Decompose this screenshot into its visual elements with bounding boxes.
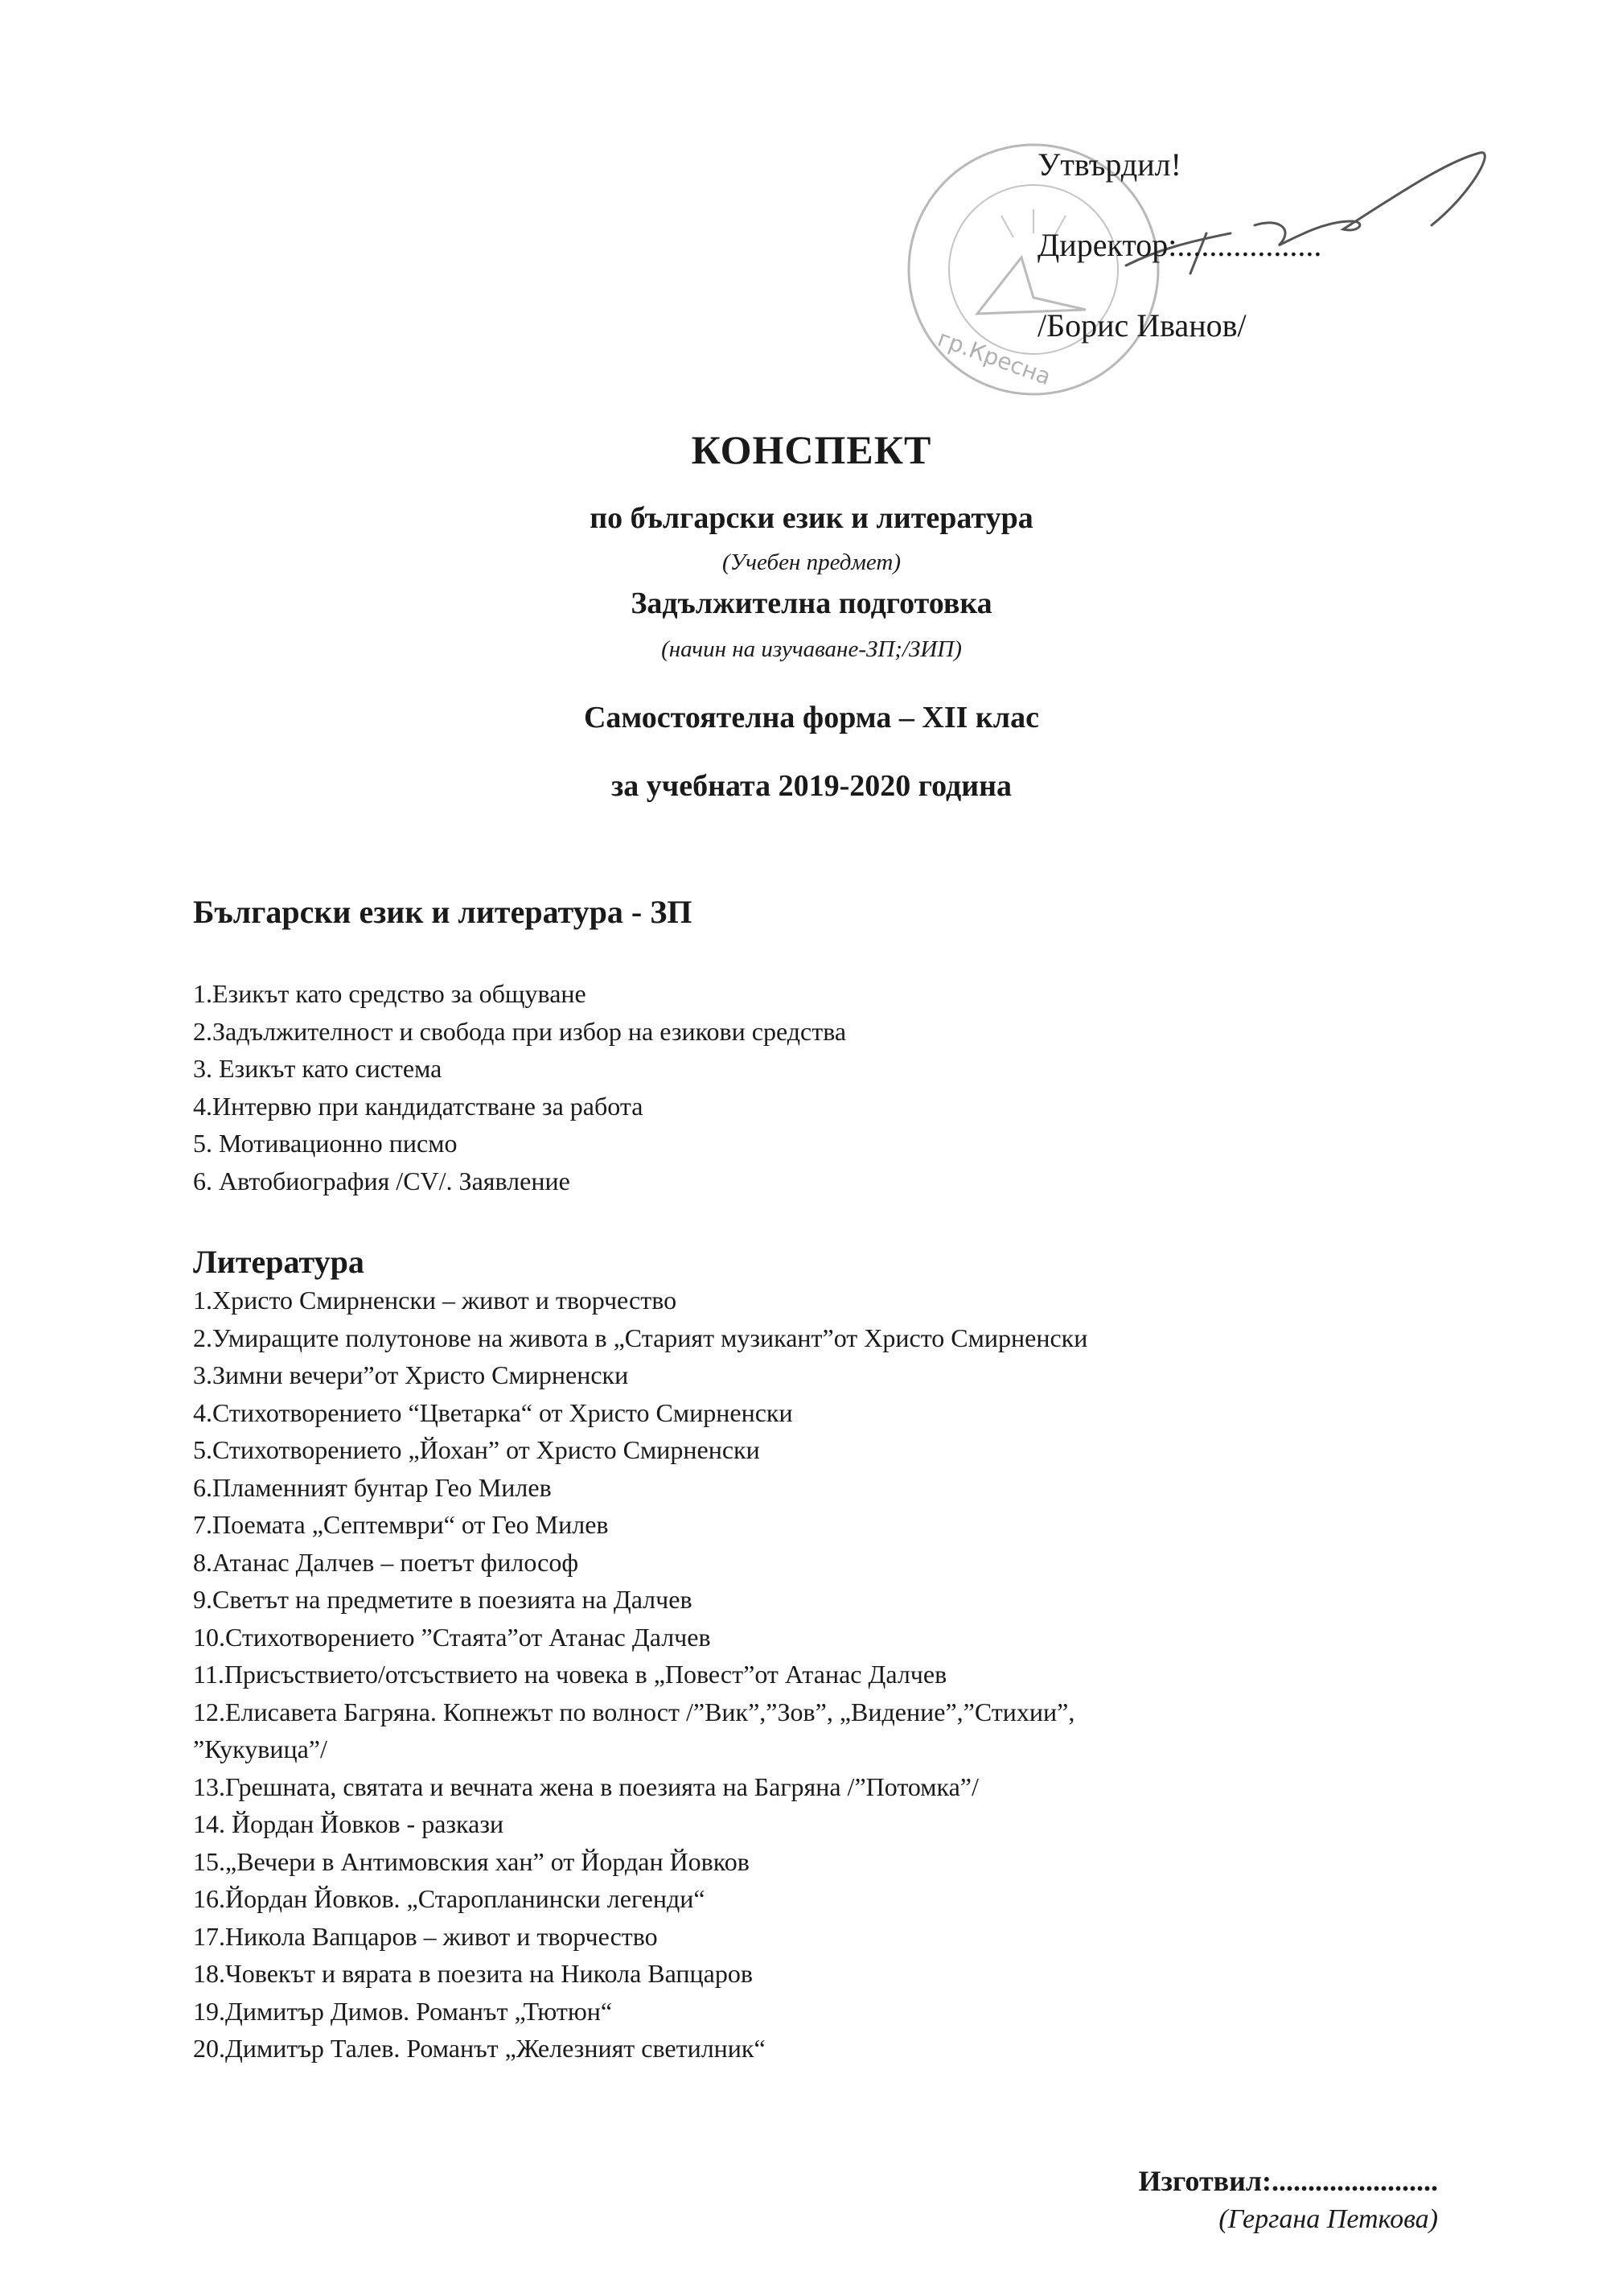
list-item: 5. Мотивационно писмо [193, 1129, 458, 1158]
approved-label: Утвърдил! [1037, 146, 1181, 183]
list-item: 19.Димитър Димов. Романът „Тютюн“ [193, 1996, 613, 2026]
list-item: 1.Езикът като средство за общуване [193, 979, 586, 1008]
list-item: 6.Пламенният бунтар Гео Милев [193, 1472, 552, 1502]
list-item: 6. Автобиография /CV/. Заявление [193, 1166, 570, 1195]
list-item: 5.Стихотворението „Йохан” от Христо Смирненски [193, 1435, 760, 1464]
list-item: 4.Интервю при кандидатстване за работа [193, 1091, 643, 1121]
list-item: 18.Човекът и вярата в поезита на Никола Вапцаров [193, 1959, 753, 1988]
study-form: Самостоятелна форма – XII клас [583, 701, 1039, 734]
school-year: за учебната 2019-2020 година [611, 769, 1012, 803]
list-item: 2.Умиращите полутонове на живота в „Старият музикант”от Христо Смирненски [193, 1323, 1088, 1352]
list-item: 17.Никола Вапцаров – живот и творчество [193, 1921, 658, 1951]
subject-note: (Учебен предмет) [721, 549, 901, 575]
section-heading-language: Български език и литература - ЗП [193, 894, 692, 930]
prepared-by-name: (Гергана Петкова) [1218, 2204, 1438, 2234]
prepared-by-label: Изготвил:....................... [1138, 2165, 1438, 2197]
subject-line: по български език и литература [590, 501, 1033, 535]
list-item: 8.Атанас Далчев – поетът философ [193, 1547, 579, 1577]
list-item: 9.Светът на предметите в поезията на Далчев [193, 1585, 692, 1614]
list-item: 2.Задължителност и свобода при избор на езикови средства [193, 1016, 847, 1046]
preparation-type: Задължителна подготовка [631, 586, 992, 620]
stamp-city-text: гр.Кресна [934, 324, 1054, 391]
list-item: 13.Грешната, святата и вечната жена в поезията на Багряна /”Потомка”/ [193, 1771, 979, 1801]
list-item-continuation: ”Кукувица”/ [193, 1734, 327, 1763]
list-item: 7.Поемата „Септември“ от Гео Милев [193, 1510, 609, 1539]
section-heading-literature: Литература [193, 1244, 364, 1280]
list-item: 16.Йордан Йовков. „Старопланински легенди“ [193, 1884, 705, 1913]
document-title: КОНСПЕКТ [691, 427, 932, 472]
director-name: /Борис Иванов/ [1037, 307, 1247, 344]
director-signature-line: Директор:.................. [1037, 227, 1322, 263]
list-item: 4.Стихотворението “Цветарка“ от Христо Смирненски [193, 1397, 793, 1427]
list-item: 3. Езикът като система [193, 1054, 442, 1083]
list-item: 3.Зимни вечери”от Христо Смирненски [193, 1360, 629, 1389]
list-item: 11.Присъствието/отсъствието на човека в „Повест”от Атанас Далчев [193, 1660, 947, 1689]
list-item: 1.Христо Смирненски – живот и творчество [193, 1286, 677, 1315]
literature-topics-list [193, 1282, 1087, 2068]
list-item: 12.Елисавета Багряна. Копнежът по волност /”Вик”,”Зов”, „Видение”,”Стихии”, [193, 1697, 1075, 1726]
preparation-note: (начин на изучаване-ЗП;/ЗИП) [661, 636, 962, 662]
language-topics-list [193, 975, 846, 1199]
list-item: 14. Йордан Йовков - разкази [193, 1809, 504, 1838]
list-item: 20.Димитър Талев. Романът „Железният светилник“ [193, 2034, 766, 2063]
list-item: 15.„Вечери в Антимовския хан” от Йордан Йовков [193, 1846, 750, 1876]
list-item: 10.Стихотворението ”Стаята”от Атанас Далчев [193, 1622, 711, 1652]
